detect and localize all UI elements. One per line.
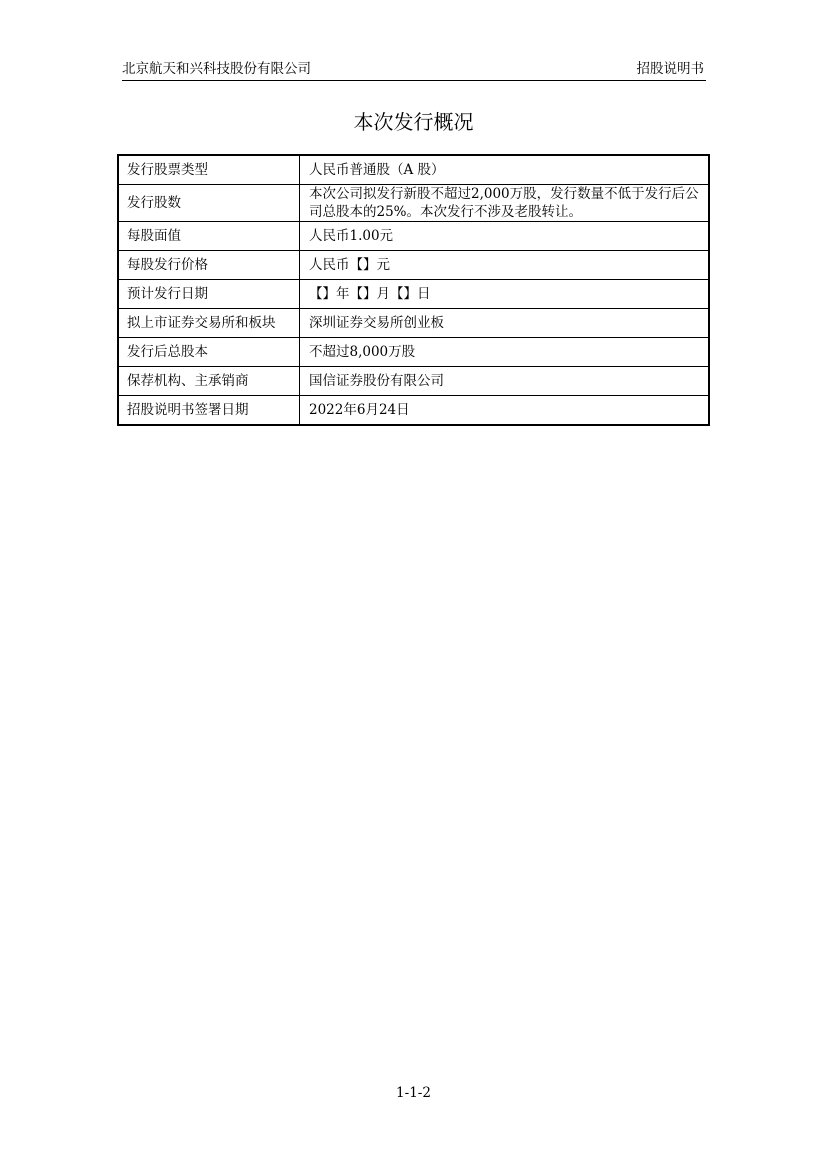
row-value: 本次公司拟发行新股不超过2,000万股，发行数量不低于发行后公司总股本的25%。本次发行不涉及老股转让。 bbox=[300, 185, 710, 222]
document-type: 招股说明书 bbox=[636, 61, 704, 77]
row-label: 每股发行价格 bbox=[118, 251, 300, 280]
row-value: 不超过8,000万股 bbox=[300, 338, 710, 367]
row-value: 2022年6月24日 bbox=[300, 396, 710, 426]
table-row bbox=[118, 185, 709, 222]
row-label: 每股面值 bbox=[118, 222, 300, 251]
page-number: 1-1-2 bbox=[396, 1085, 431, 1101]
page-title: 本次发行概况 bbox=[353, 110, 474, 134]
row-label: 发行股票类型 bbox=[118, 155, 300, 185]
row-value: 人民币普通股（A 股） bbox=[300, 155, 710, 185]
table-row bbox=[118, 280, 709, 309]
row-value: 人民币【】元 bbox=[300, 251, 710, 280]
company-name: 北京航天和兴科技股份有限公司 bbox=[122, 61, 311, 77]
table-row bbox=[118, 222, 709, 251]
table-row bbox=[118, 396, 709, 426]
table-row bbox=[118, 155, 709, 185]
row-value: 深圳证券交易所创业板 bbox=[300, 309, 710, 338]
row-label: 发行股数 bbox=[118, 185, 300, 222]
row-label: 保荐机构、主承销商 bbox=[118, 367, 300, 396]
table-row bbox=[118, 309, 709, 338]
table-row bbox=[118, 251, 709, 280]
table-row bbox=[118, 338, 709, 367]
row-value: 国信证券股份有限公司 bbox=[300, 367, 710, 396]
row-value: 【】年【】月【】日 bbox=[300, 280, 710, 309]
table-row bbox=[118, 367, 709, 396]
issue-overview-table bbox=[117, 154, 710, 426]
row-label: 预计发行日期 bbox=[118, 280, 300, 309]
page-header bbox=[122, 58, 706, 81]
row-label: 拟上市证券交易所和板块 bbox=[118, 309, 300, 338]
row-label: 发行后总股本 bbox=[118, 338, 300, 367]
row-label: 招股说明书签署日期 bbox=[118, 396, 300, 426]
row-value: 人民币1.00元 bbox=[300, 222, 710, 251]
